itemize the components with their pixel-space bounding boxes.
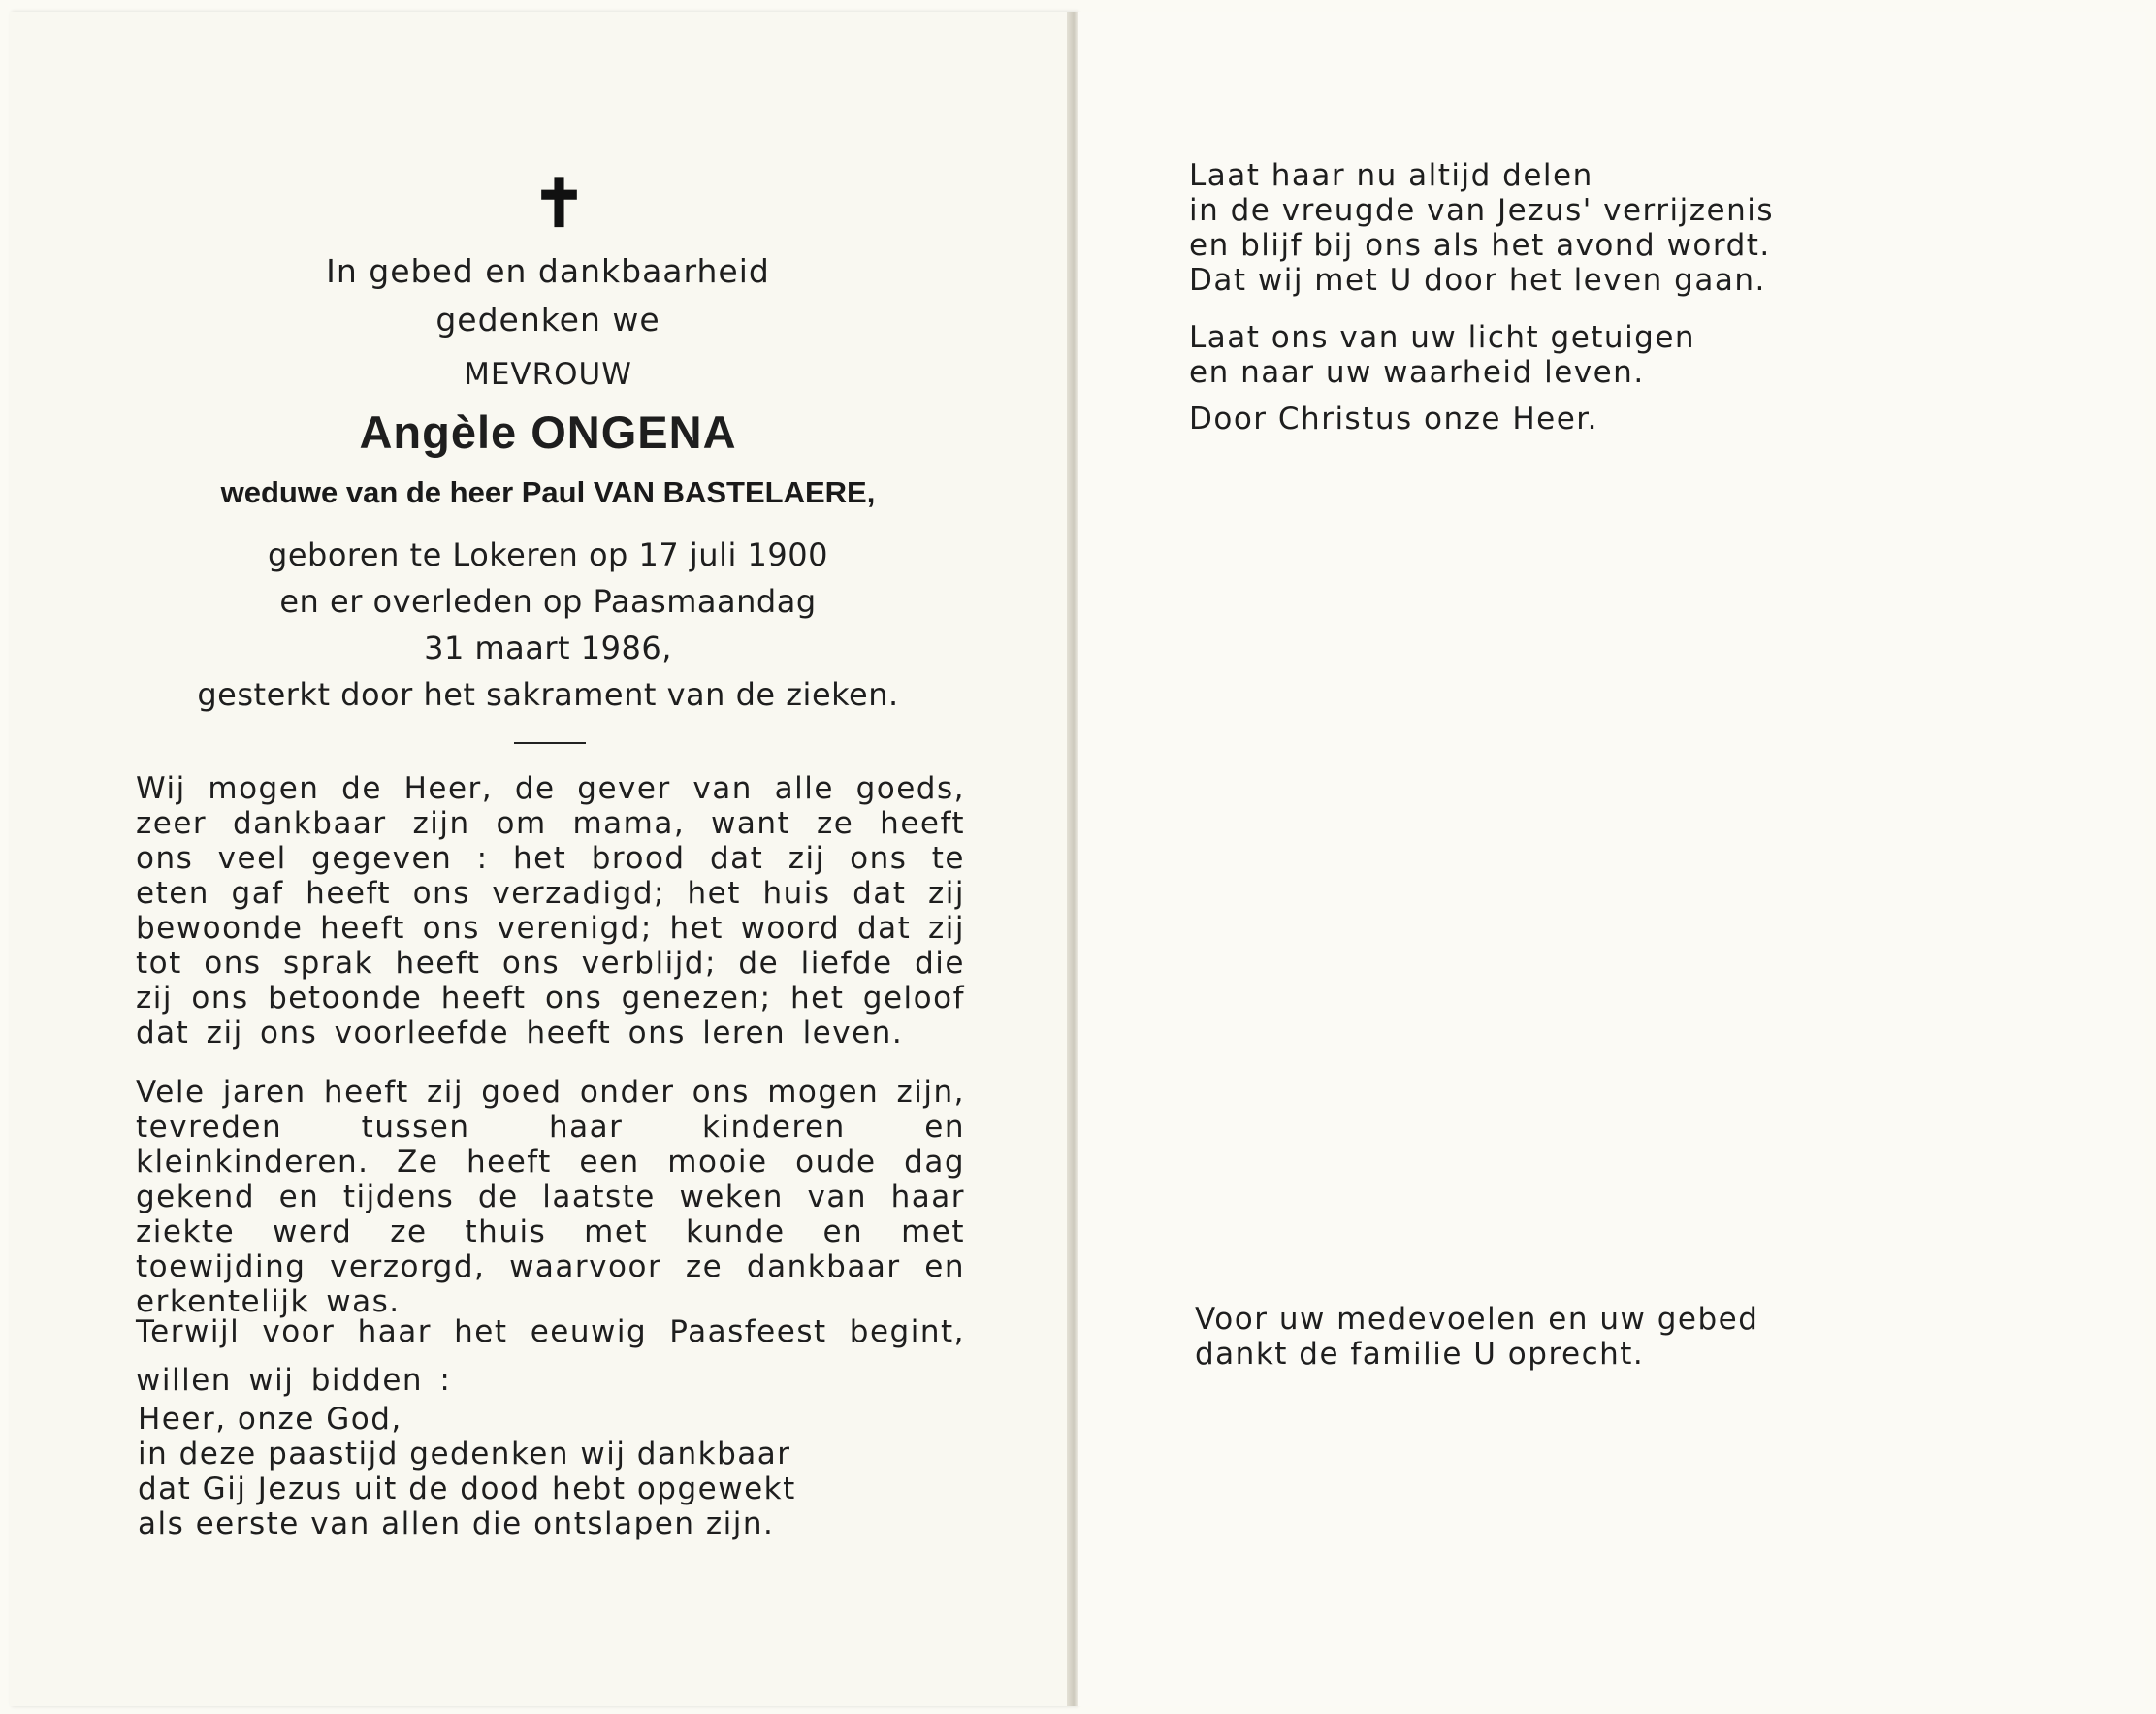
verse-2: Laat ons van uw licht getuigen en naar uw waarheid leven. xyxy=(1189,320,1696,390)
paragraph-gratitude: Wij mogen de Heer, de gever van alle goeds, zeer dankbaar zijn om mama, want ze heeft ons veel gegeven : het brood dat zij ons te eten gaf heeft ons verzadigd; het huis dat zij bewoonde heeft ons verenigd; het woord dat zij tot ons sprak heeft ons verblijd; de liefde die zij ons betoonde heeft ons genezen; het geloof dat zij ons voorleefde heeft ons leren leven. xyxy=(136,771,965,1051)
deceased-name: Angèle ONGENA xyxy=(359,406,737,458)
intro-text: In gebed en dankbaarheid gedenken we xyxy=(326,252,770,339)
widow-line: weduwe van de heer Paul VAN BASTELAERE, xyxy=(220,475,876,509)
cross-icon: ✝ xyxy=(531,165,587,243)
paragraph-life: Vele jaren heeft zij goed onder ons mogen zijn, tevreden tussen haar kinderen en kleinkinderen. Ze heeft een mooie oude dag gekend en tijdens de laatste weken van haar ziekte werd ze thuis met kunde en met toewijding verzorgd, waarvoor ze dankbaar en erkentelijk was. xyxy=(136,1075,965,1319)
thanks-text: Voor uw medevoelen en uw gebed dankt de familie U oprecht. xyxy=(1195,1302,1759,1372)
divider-rule xyxy=(514,742,586,744)
verse-1: Laat haar nu altijd delen in de vreugde van Jezus' verrijzenis en blijf bij ons als het avond wordt. Dat wij met U door het leven gaan. xyxy=(1189,158,1774,298)
verse-3: Door Christus onze Heer. xyxy=(1189,402,1599,437)
card-fold xyxy=(1067,12,1078,1706)
title-mevrouw: MEVROUW xyxy=(464,357,632,392)
prayer-text: Heer, onze God, in deze paastijd gedenken wij dankbaar dat Gij Jezus uit de dood hebt opgewekt als eerste van allen die ontslapen zijn. xyxy=(138,1402,796,1541)
paragraph-easter: Terwijl voor haar het eeuwig Paasfeest begint, willen wij bidden : xyxy=(136,1314,965,1398)
birth-death-details: geboren te Lokeren op 17 juli 1900 en er overleden op Paasmaandag 31 maart 1986, gesterkt door het sakrament van de zieken. xyxy=(197,536,899,713)
